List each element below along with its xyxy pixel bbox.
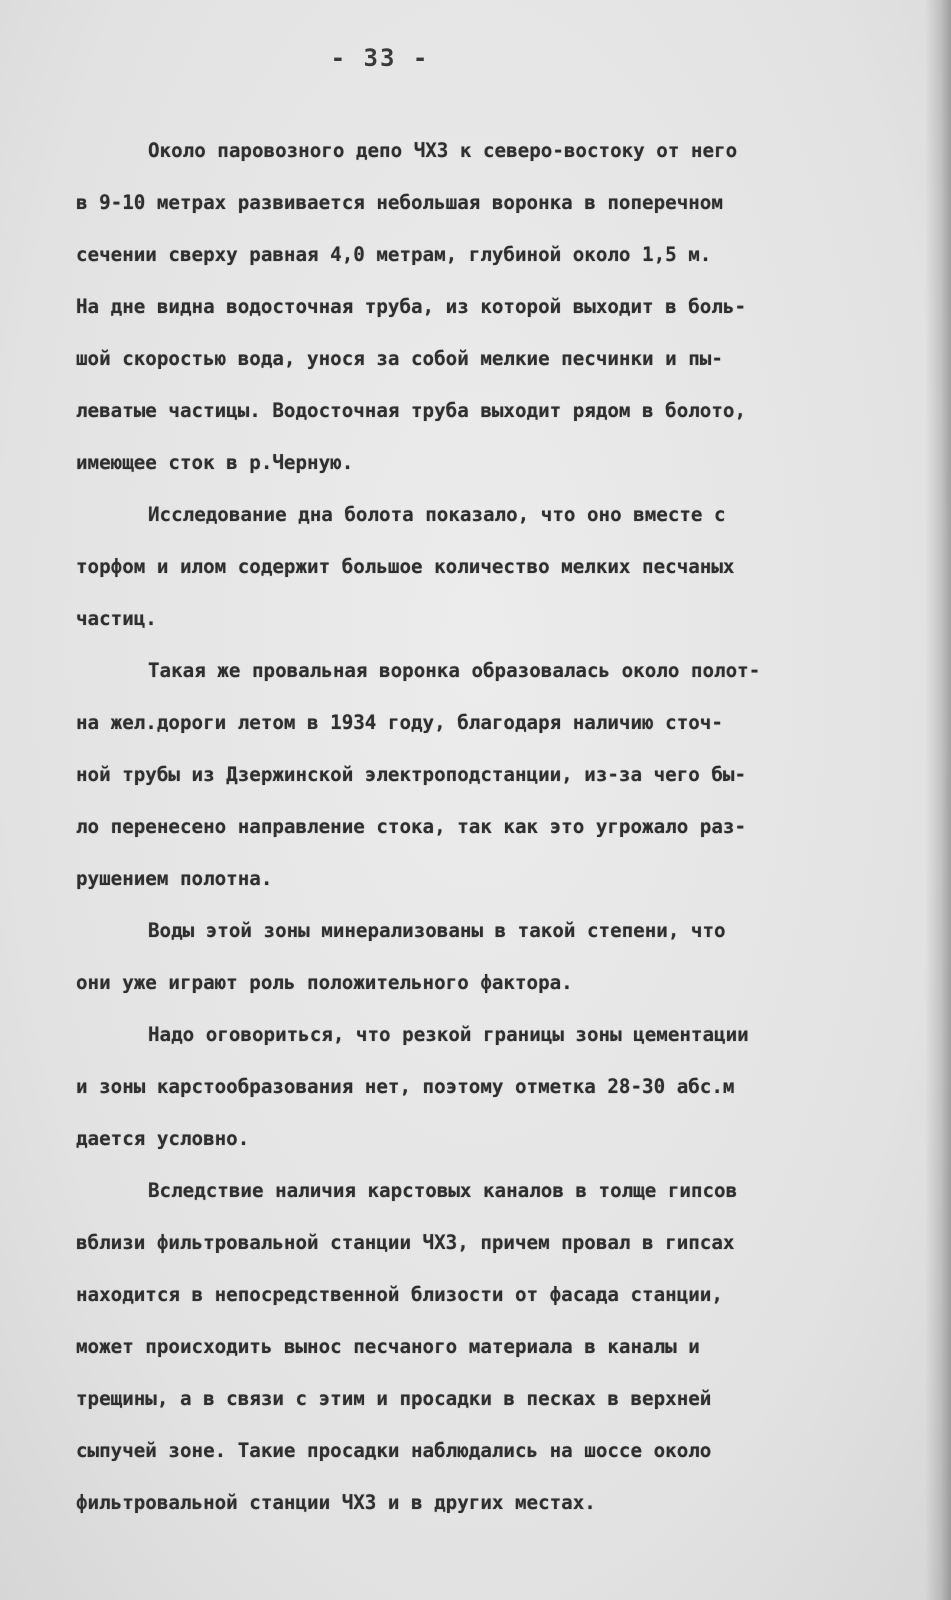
text-line: рушением полотна. [76, 867, 273, 890]
text-line: Исследование дна болота показало, что оно вместе с [148, 503, 726, 526]
text-line: частиц. [76, 607, 157, 630]
paragraph-4 [76, 905, 936, 1009]
text-line: и зоны карстообразования нет, поэтому отметка 28-30 абс.м [76, 1075, 735, 1098]
text-line: леватые частицы. Водосточная труба выходит рядом в болото, [76, 399, 747, 422]
text-line: в 9-10 метрах развивается небольшая воронка в поперечном [76, 191, 723, 214]
text-line: шой скоростью вода, унося за собой мелкие песчинки и пы- [76, 347, 723, 370]
paragraph-5 [76, 1009, 936, 1165]
text-line: сыпучей зоне. Такие просадки наблюдались на шоссе около [76, 1439, 712, 1462]
text-line: ло перенесено направление стока, так как это угрожало раз- [76, 815, 747, 838]
paragraph-3 [76, 645, 936, 905]
text-line: имеющее сток в р.Черную. [76, 451, 354, 474]
text-line: Воды этой зоны минерализованы в такой степени, что [148, 919, 726, 942]
text-line: ной трубы из Дзержинской электроподстанции, из-за чего бы- [76, 763, 747, 786]
text-line: дается условно. [76, 1127, 250, 1150]
paragraph-6 [76, 1165, 936, 1529]
text-line: Надо оговориться, что резкой границы зоны цементации [148, 1023, 749, 1046]
text-line: фильтровальной станции ЧХЗ и в других местах. [76, 1491, 596, 1514]
text-line: трещины, а в связи с этим и просадки в песках в верхней [76, 1387, 712, 1410]
text-line: находится в непосредственной близости от фасада станции, [76, 1283, 723, 1306]
text-line: На дне видна водосточная труба, из которой выходит в боль- [76, 295, 747, 318]
text-line: Такая же провальная воронка образовалась около полот- [148, 659, 761, 682]
paragraph-1 [76, 125, 936, 489]
text-line: Вследствие наличия карстовых каналов в толще гипсов [148, 1179, 738, 1202]
text-line: сечении сверху равная 4,0 метрам, глубиной около 1,5 м. [76, 243, 712, 266]
text-line: торфом и илом содержит большое количество мелких песчаных [76, 555, 735, 578]
text-line: вблизи фильтровальной станции ЧХЗ, причем провал в гипсах [76, 1231, 735, 1254]
text-line: на жел.дороги летом в 1934 году, благодаря наличию сточ- [76, 711, 723, 734]
paragraph-2 [76, 489, 936, 645]
document-body [76, 125, 936, 1529]
text-line: Около паровозного депо ЧХЗ к северо-востоку от него [148, 139, 738, 162]
text-line: они уже играют роль положительного фактора. [76, 971, 573, 994]
page-number: - 33 - [330, 44, 430, 72]
text-line: может происходить вынос песчаного материала в каналы и [76, 1335, 700, 1358]
